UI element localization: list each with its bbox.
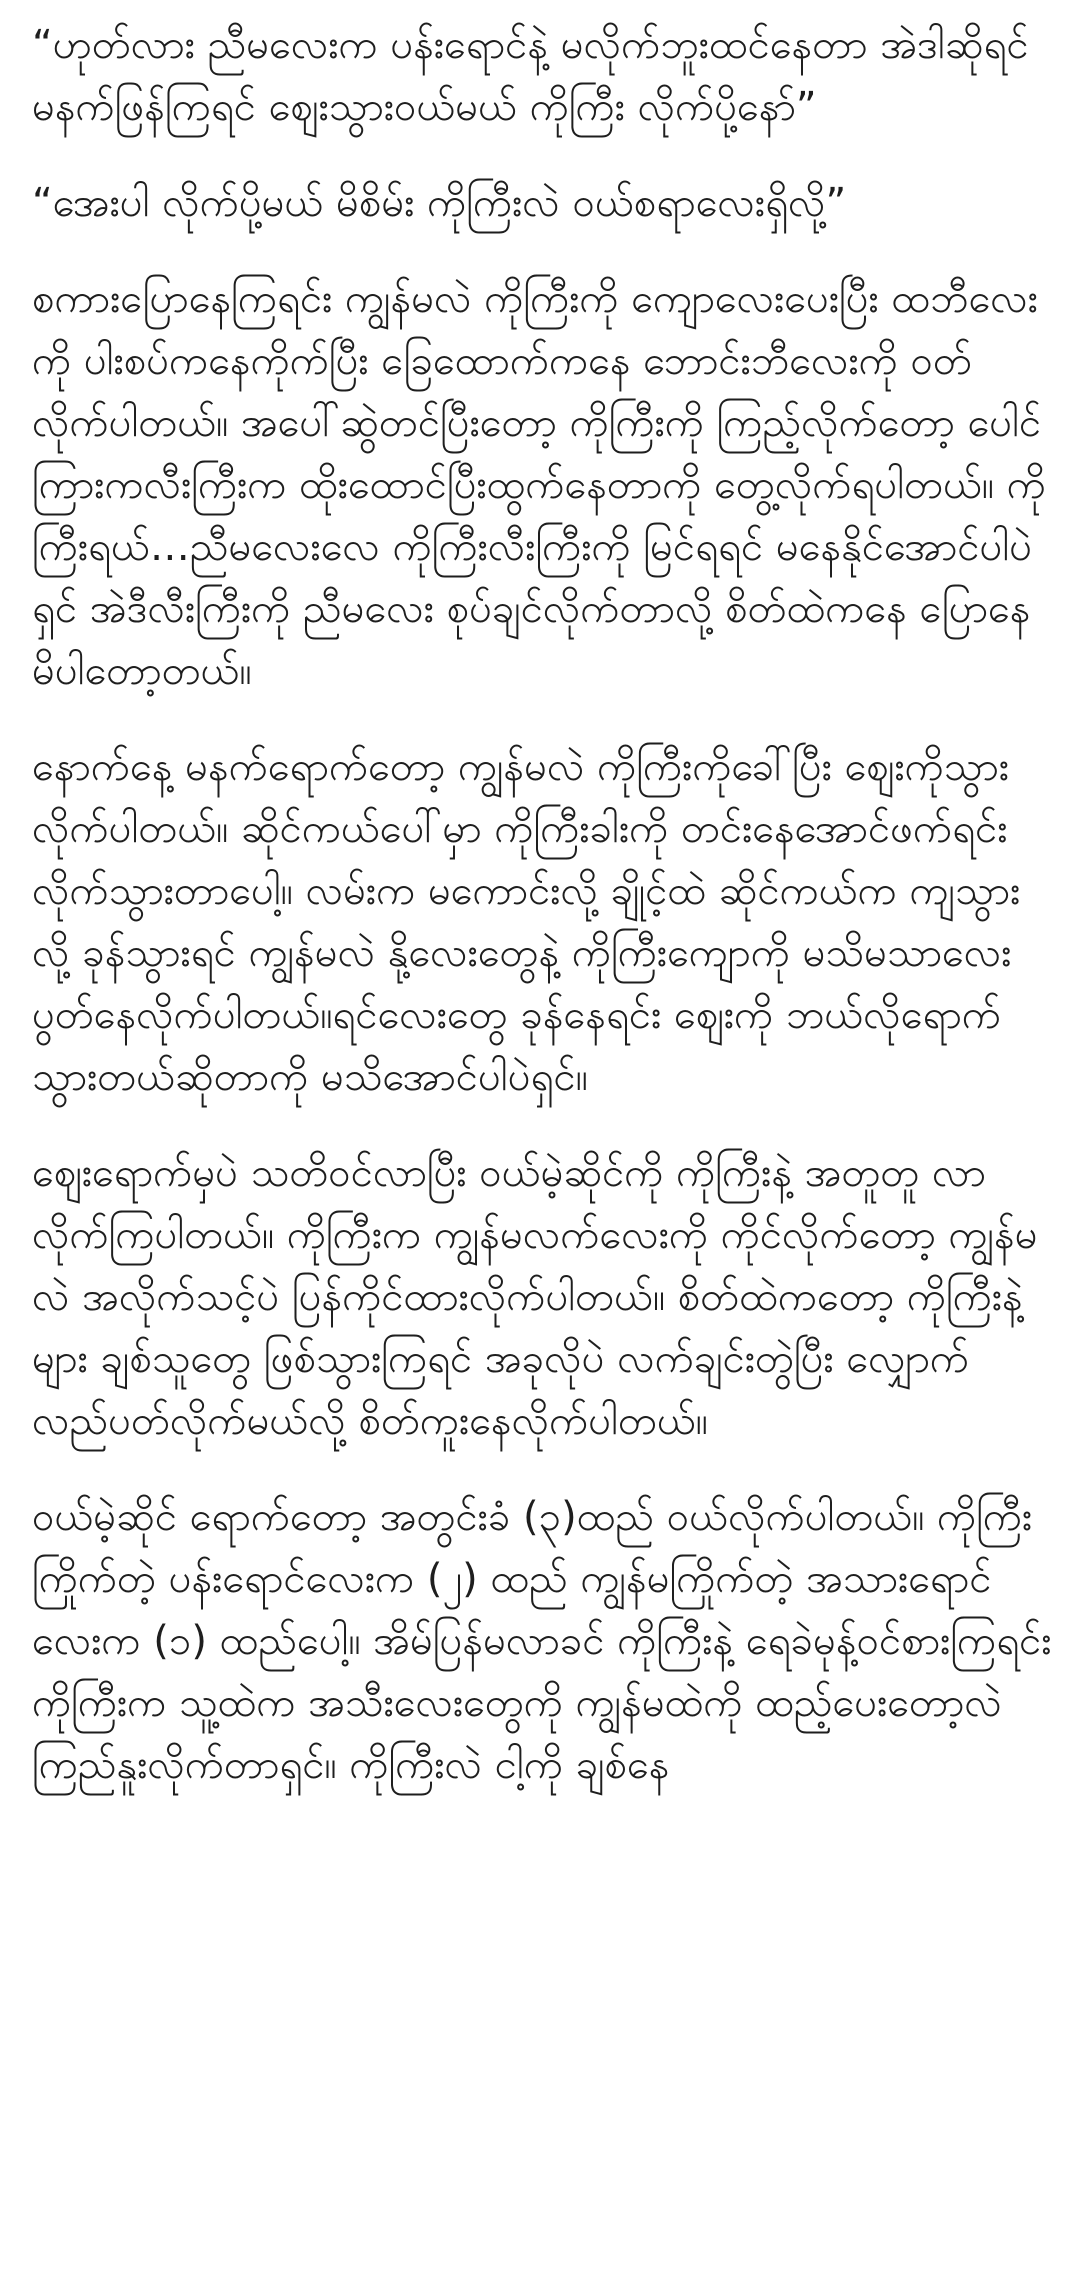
- paragraph-2: “အေးပါ လိုက်ပို့မယ် မိစိမ်း ကိုကြီးလဲ ဝယ်စရာလေးရှိလို့”: [32, 180, 847, 226]
- paragraph-1: “ဟုတ်လား ညီမလေးက ပန်းရောင်နဲ့ မလိုက်ဘူးထင်နေတာ အဲဒါဆိုရင် မနက်ဖြန်ကြရင် ဈေးသွားဝယ်မယ် ကိုကြီး လိုက်ပို့နော်”: [32, 22, 1029, 130]
- paragraph-3: စကားပြောနေကြရင်း ကျွန်မလဲ ကိုကြီးကို ကျောလေးပေးပြီး ထဘီလေးကို ပါးစပ်ကနေကိုက်ပြီး ခြေထောက်ကနေ ဘောင်းဘီလေးကို ဝတ်လိုက်ပါတယ်။ အပေါ်ဆွဲတင်ပြီးတော့ ကိုကြီးကို ကြည့်လိုက်တော့ ပေါင်ကြားကလီးကြီးက ထိုးထောင်ပြီးထွက်နေတာကို တွေ့လိုက်ရပါတယ်။ ကိုကြီးရယ်…ညီမလေးလေ ကိုကြီးလီးကြီးကို မြင်ရရင် မနေနိုင်အောင်ပါပဲရှင် အဲဒီလီးကြီးကို ညီမလေး စုပ်ချင်လိုက်တာလို့ စိတ်ထဲကနေ ပြောနေမိပါတော့တယ်။: [32, 276, 1046, 694]
- article-body: [32, 14, 1052, 1830]
- paragraph-5: ဈေးရောက်မှပဲ သတိဝင်လာပြီး ဝယ်မဲ့ဆိုင်ကို ကိုကြီးနဲ့ အတူတူ လာလိုက်ကြပါတယ်။ ကိုကြီးက ကျွန်မလက်လေးကို ကိုင်လိုက်တော့ ကျွန်မလဲ အလိုက်သင့်ပဲ ပြန်ကိုင်ထားလိုက်ပါတယ်။ စိတ်ထဲကတော့ ကိုကြီးနဲ့များ ချစ်သူတွေ ဖြစ်သွားကြရင် အခုလိုပဲ လက်ချင်းတွဲပြီး လျှောက်လည်ပတ်လိုက်မယ်လို့ စိတ်ကူးနေလိုက်ပါတယ်။: [32, 1150, 1038, 1444]
- paragraph-4: နောက်နေ့ မနက်ရောက်တော့ ကျွန်မလဲ ကိုကြီးကိုခေါ်ပြီး ဈေးကိုသွားလိုက်ပါတယ်။ ဆိုင်ကယ်ပေါ်မှာ ကိုကြီးခါးကို တင်းနေအောင်ဖက်ရင်း လိုက်သွားတာပေါ့။ လမ်းက မကောင်းလို့ ချိုင့်ထဲ ဆိုင်ကယ်က ကျသွားလို့ ခုန်သွားရင် ကျွန်မလဲ နို့လေးတွေနဲ့ ကိုကြီးကျောကို မသိမသာလေး ပွတ်နေလိုက်ပါတယ်။ရင်လေးတွေ ခုန်နေရင်း ဈေးကို ဘယ်လိုရောက်သွားတယ်ဆိုတာကို မသိအောင်ပါပဲရှင်။: [32, 744, 1021, 1100]
- paragraph-6: ဝယ်မဲ့ဆိုင် ရောက်တော့ အတွင်းခံ (၃)ထည် ဝယ်လိုက်ပါတယ်။ ကိုကြီးကြိုက်တဲ့ ပန်းရောင်လေးက (၂) ထည် ကျွန်မကြိုက်တဲ့ အသားရောင်လေးက (၁) ထည်ပေါ့။ အိမ်ပြန်မလာခင် ကိုကြီးနဲ့ ရေခဲမုန့်ဝင်စားကြရင်း ကိုကြီးက သူ့ထဲက အသီးလေးတွေကို ကျွန်မထဲကို ထည့်ပေးတော့လဲ ကြည်နူးလိုက်တာရှင်။ ကိုကြီးလဲ ငါ့ကို ချစ်နေ: [32, 1494, 1052, 1788]
